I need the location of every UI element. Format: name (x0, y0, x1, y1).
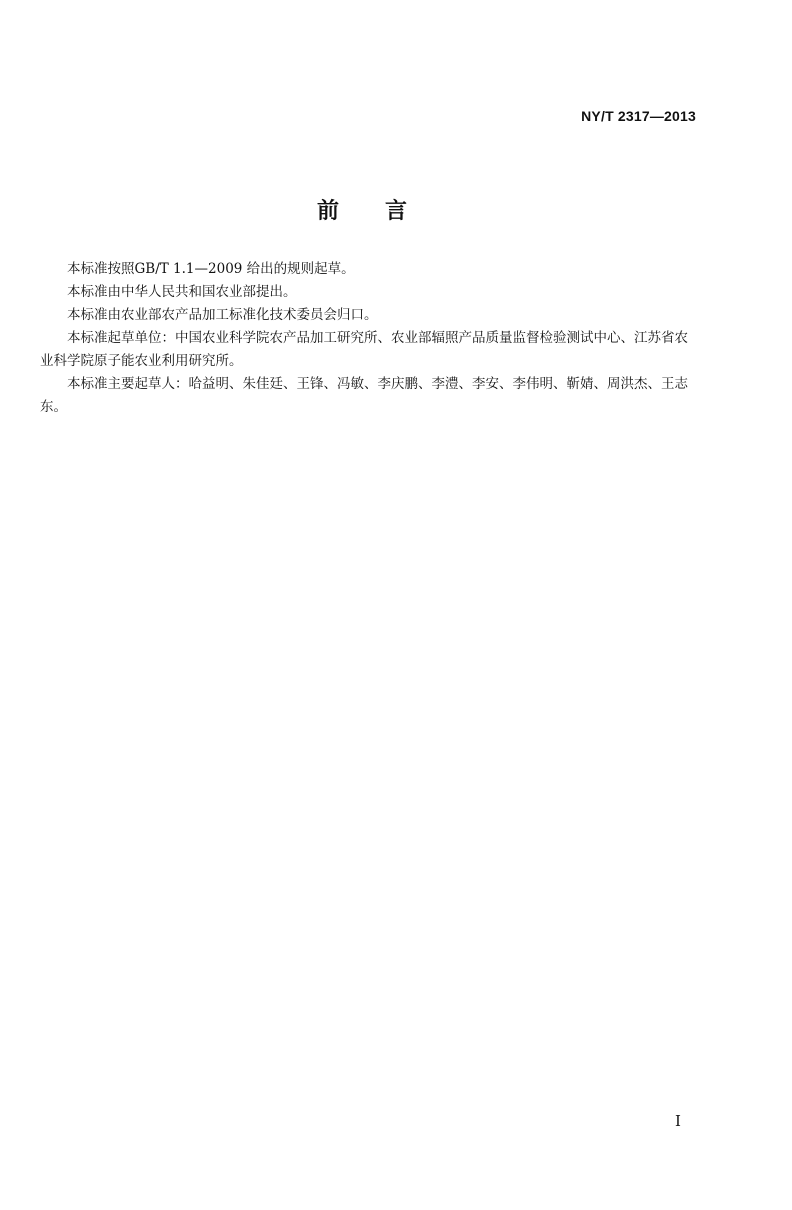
paragraph-proposer: 本标准由中华人民共和国农业部提出。 (67, 284, 297, 300)
standard-code: NY/T 2317—2013 (581, 108, 696, 124)
page-title: 前言 (316, 199, 453, 224)
page-number: I (675, 1112, 681, 1130)
paragraph-drafting-units: 本标准起草单位：中国农业科学院农产品加工研究所、农业部辐照产品质量监督检验测试中心、江苏省农业科学院原子能农业利用研究所。 (40, 330, 688, 369)
paragraph-drafters: 本标准主要起草人：哈益明、朱佳廷、王锋、冯敏、李庆鹏、李澧、李安、李伟明、靳婧、周洪杰、王志东。 (40, 376, 688, 415)
foreword-body (40, 258, 700, 419)
paragraph-drafting-rules: 本标准按照GB/T 1.1—2009 给出的规则起草。 (67, 261, 355, 277)
paragraph-centralized-by: 本标准由农业部农产品加工标准化技术委员会归口。 (67, 307, 378, 323)
